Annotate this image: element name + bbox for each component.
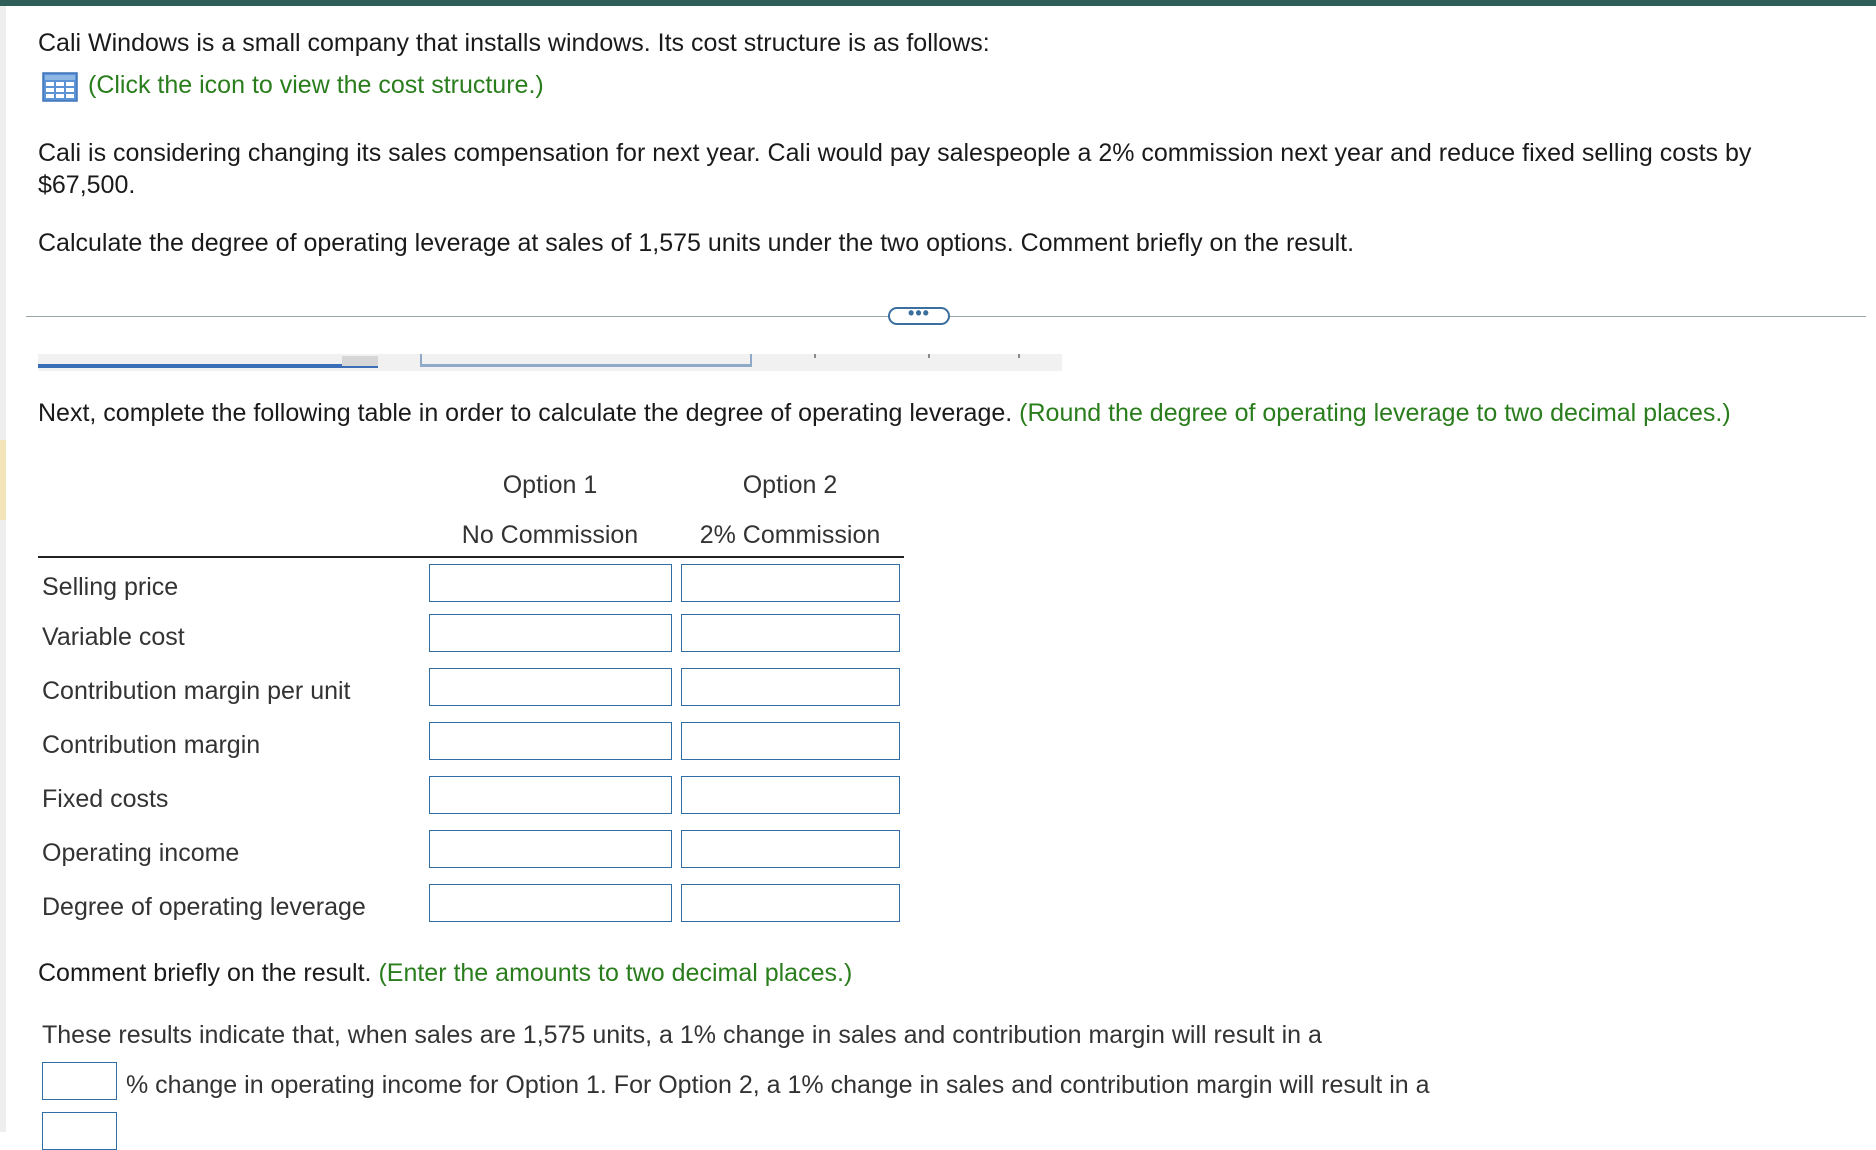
fragment-bar-1	[38, 364, 378, 368]
option2-percent-change-input[interactable]	[42, 1112, 117, 1150]
comment-prompt-line	[38, 958, 852, 988]
scenario-line-1: Cali is considering changing its sales compensation for next year. Cali would pay salespeople a 2% commission next year and reduce fixed selling costs by	[38, 139, 1752, 167]
dol-option1-input[interactable]	[429, 884, 672, 922]
fragment-bar-2	[420, 364, 752, 367]
row-label-selling-price: Selling price	[42, 573, 179, 601]
contribution-margin-option1-input[interactable]	[429, 722, 672, 760]
fixed-costs-option1-input[interactable]	[429, 776, 672, 814]
col1-option-header: Option 1	[502, 471, 598, 499]
col2-option-header: Option 2	[742, 471, 838, 499]
col2-sub-header: 2% Commission	[699, 521, 881, 549]
row-label-contribution-margin: Contribution margin	[42, 731, 261, 759]
fragment-tick	[1018, 354, 1020, 358]
selling-price-option1-input[interactable]	[429, 564, 672, 602]
cm-per-unit-option2-input[interactable]	[681, 668, 900, 706]
step-instruction	[38, 398, 1731, 428]
step-hint: (Round the degree of operating leverage to two decimal places.)	[1019, 399, 1731, 427]
left-edge-marker	[0, 440, 6, 520]
fragment-tick	[928, 354, 930, 358]
option1-percent-change-input[interactable]	[42, 1062, 117, 1100]
cm-per-unit-option1-input[interactable]	[429, 668, 672, 706]
operating-income-option2-input[interactable]	[681, 830, 900, 868]
row-label-dol: Degree of operating leverage	[42, 893, 366, 921]
row-label-fixed-costs: Fixed costs	[42, 785, 169, 813]
fragment-bar-2-right	[750, 354, 752, 366]
cost-structure-link[interactable]: (Click the icon to view the cost structure.)	[88, 71, 544, 99]
operating-income-option1-input[interactable]	[429, 830, 672, 868]
fragment-bar-2-left	[420, 354, 422, 366]
table-icon[interactable]	[42, 72, 78, 102]
comment-hint: (Enter the amounts to two decimal places.)	[378, 959, 853, 987]
left-edge	[0, 6, 6, 1132]
top-bar	[0, 0, 1876, 6]
scrolled-content-fragment	[38, 354, 1062, 371]
row-label-variable-cost: Variable cost	[42, 623, 185, 651]
row-label-cm-per-unit: Contribution margin per unit	[42, 677, 351, 705]
dol-option2-input[interactable]	[681, 884, 900, 922]
fixed-costs-option2-input[interactable]	[681, 776, 900, 814]
intro-text: Cali Windows is a small company that installs windows. Its cost structure is as follows:	[38, 29, 990, 57]
question-text: Calculate the degree of operating leverage at sales of 1,575 units under the two options. Comment briefly on the result.	[38, 229, 1355, 257]
show-more-button[interactable]: •••	[888, 307, 950, 325]
scenario-line-2: $67,500.	[38, 171, 136, 199]
table-header-rule	[38, 556, 904, 558]
comment-sentence-2: % change in operating income for Option 1. For Option 2, a 1% change in sales and contribution margin will result in a	[126, 1071, 1430, 1099]
fragment-tick	[814, 354, 816, 358]
variable-cost-option2-input[interactable]	[681, 614, 900, 652]
contribution-margin-option2-input[interactable]	[681, 722, 900, 760]
comment-prompt: Comment briefly on the result.	[38, 959, 372, 987]
variable-cost-option1-input[interactable]	[429, 614, 672, 652]
col1-sub-header: No Commission	[461, 521, 639, 549]
step-instruction-text: Next, complete the following table in order to calculate the degree of operating leverage.	[38, 399, 1013, 427]
selling-price-option2-input[interactable]	[681, 564, 900, 602]
row-label-operating-income: Operating income	[42, 839, 240, 867]
fragment-bar-1-shadow	[342, 356, 378, 366]
comment-sentence-1: These results indicate that, when sales are 1,575 units, a 1% change in sales and contribution margin will result in a	[42, 1021, 1322, 1049]
